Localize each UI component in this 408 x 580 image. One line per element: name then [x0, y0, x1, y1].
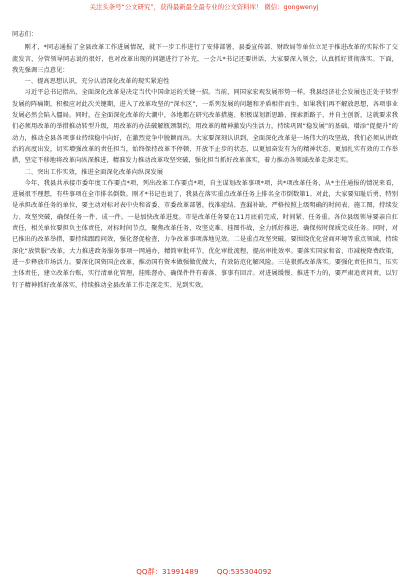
- qq-text: QQ:535304092: [216, 567, 272, 576]
- section-heading: 二、突出工作实效，推进全面深化改革向纵深发展: [24, 168, 164, 176]
- section-heading: 一、提高思想认识，充分认清深化改革的现实紧迫性: [24, 78, 170, 86]
- promo-banner: 关注头条号“公文研究”，获得最新最全最专业的公文资料库！ 微信：gongwenyj: [89, 3, 319, 11]
- paragraph: 习近平总书记指出，全面深化改革是决定当代中国命运的关键一招。当前，同国家宏观发展形势一样，我县经济社会发展也正处于转型发展的阵痛期，积极应对此次关键期，进入了改革攻坚的“深水区”，一系列发展的问题和矛盾相伴而生，如果我们再不解放思想，各项事业发展必然会陷入僵局。同时，在全面深化改革的大潮中，各地都在研究改革措施、积极谋划新思路、探索新路子，并自主创新，这就要求我们必须用改革的举措推动转型升级，用改革的办法破解瓶颈制约，用改革的精神激发内生活力，持续巩固“稳发展”的基础，增添“促提升”的动力，推动全县各项事业持续稳中向好，在激烈竞争中脱颖而出。大家要深刻认识到，全面深化改革是一场伟大的攻坚战，我们必须从讲政治的高度出发，切实增强改革的责任担当，始终保持改革不停顿、开放不止步的状态，以更加奋发有为的精神状态、更加扎实有效的工作举措，坚定不移地将改革向纵深推进，精准发力推动改革攻坚突破，强化担当抓好改革落实，着力推动各领域改革走深走实。: [12, 89, 398, 165]
- paragraph: 今年，我县共承接市委年度工作要点*项，列出改革工作要点*项，自主谋划改革事项*项，共*项改革任务，从*主任通报的情况来看，进展很不理想，有些事项在全市排名倒数。刚才*书记也说了，我县在落实重点改革任务上排名全市倒数第1。对此，大家要知耻后勇，特别是承担改革任务的单位，要主动对标对表中央和省委、市委改革部署，找准症结、查漏补缺，严格按照上级明确的时间表、施工图，持续发力、攻坚突破，确保任务一件、成一件。一是加快改革进度。市是改革任务要在11月底前完成，时间紧、任务重。各位县级领导要亲自扛责任，相关单位要担负主体责任，对标时间节点，聚焦改革任务，攻坚克难、挂图作战，全力抓好推进，确保按时保质完成任务。同时，对已推出的改革举措，要持续跟踪问效，强化督促检查，力争改革事项落地见效。二是重点攻坚突破。要围绕优化营商环境等重点领域，持续深化“放管服”改革，大力推进政务服务事项一网通办，精简审批环节，优化审批流程，提高审批效率。要落实国家和省、市减税降费政策，进一步释放市场活力。要深化国资国企改革，推动国有资本做强做优做大，有效防范化解风险。三是狠抓改革落实。要强化责任担当，压实主体责任，建立改革台账，实行清单化管理，挂账督办，确保件件有着落、事事有回音。对进展缓慢、推进不力的，要严肃追责问责，以钉钉子精神抓好改革落实，持续推动全县改革工作走深走实、见到实效。: [12, 179, 398, 289]
- qq-group-text: QQ群：31991489: [136, 567, 199, 576]
- salutation: 同志们：: [12, 31, 38, 38]
- contact-footer: [0, 567, 408, 577]
- speech-body: [12, 29, 398, 291]
- paragraph: 刚才，*同志通报了全县改革工作进展情况，就下一步工作进行了安排部署，县委宣传部、财政局等单位立足于推进改革的实际作了交流发言，分管领导同志说的很好，也对改革出现的问题进行了补充，一会儿*书记还要讲话，大家要深入领会，认真抓好贯彻落实。下面，我先强调三点意见：: [12, 44, 398, 74]
